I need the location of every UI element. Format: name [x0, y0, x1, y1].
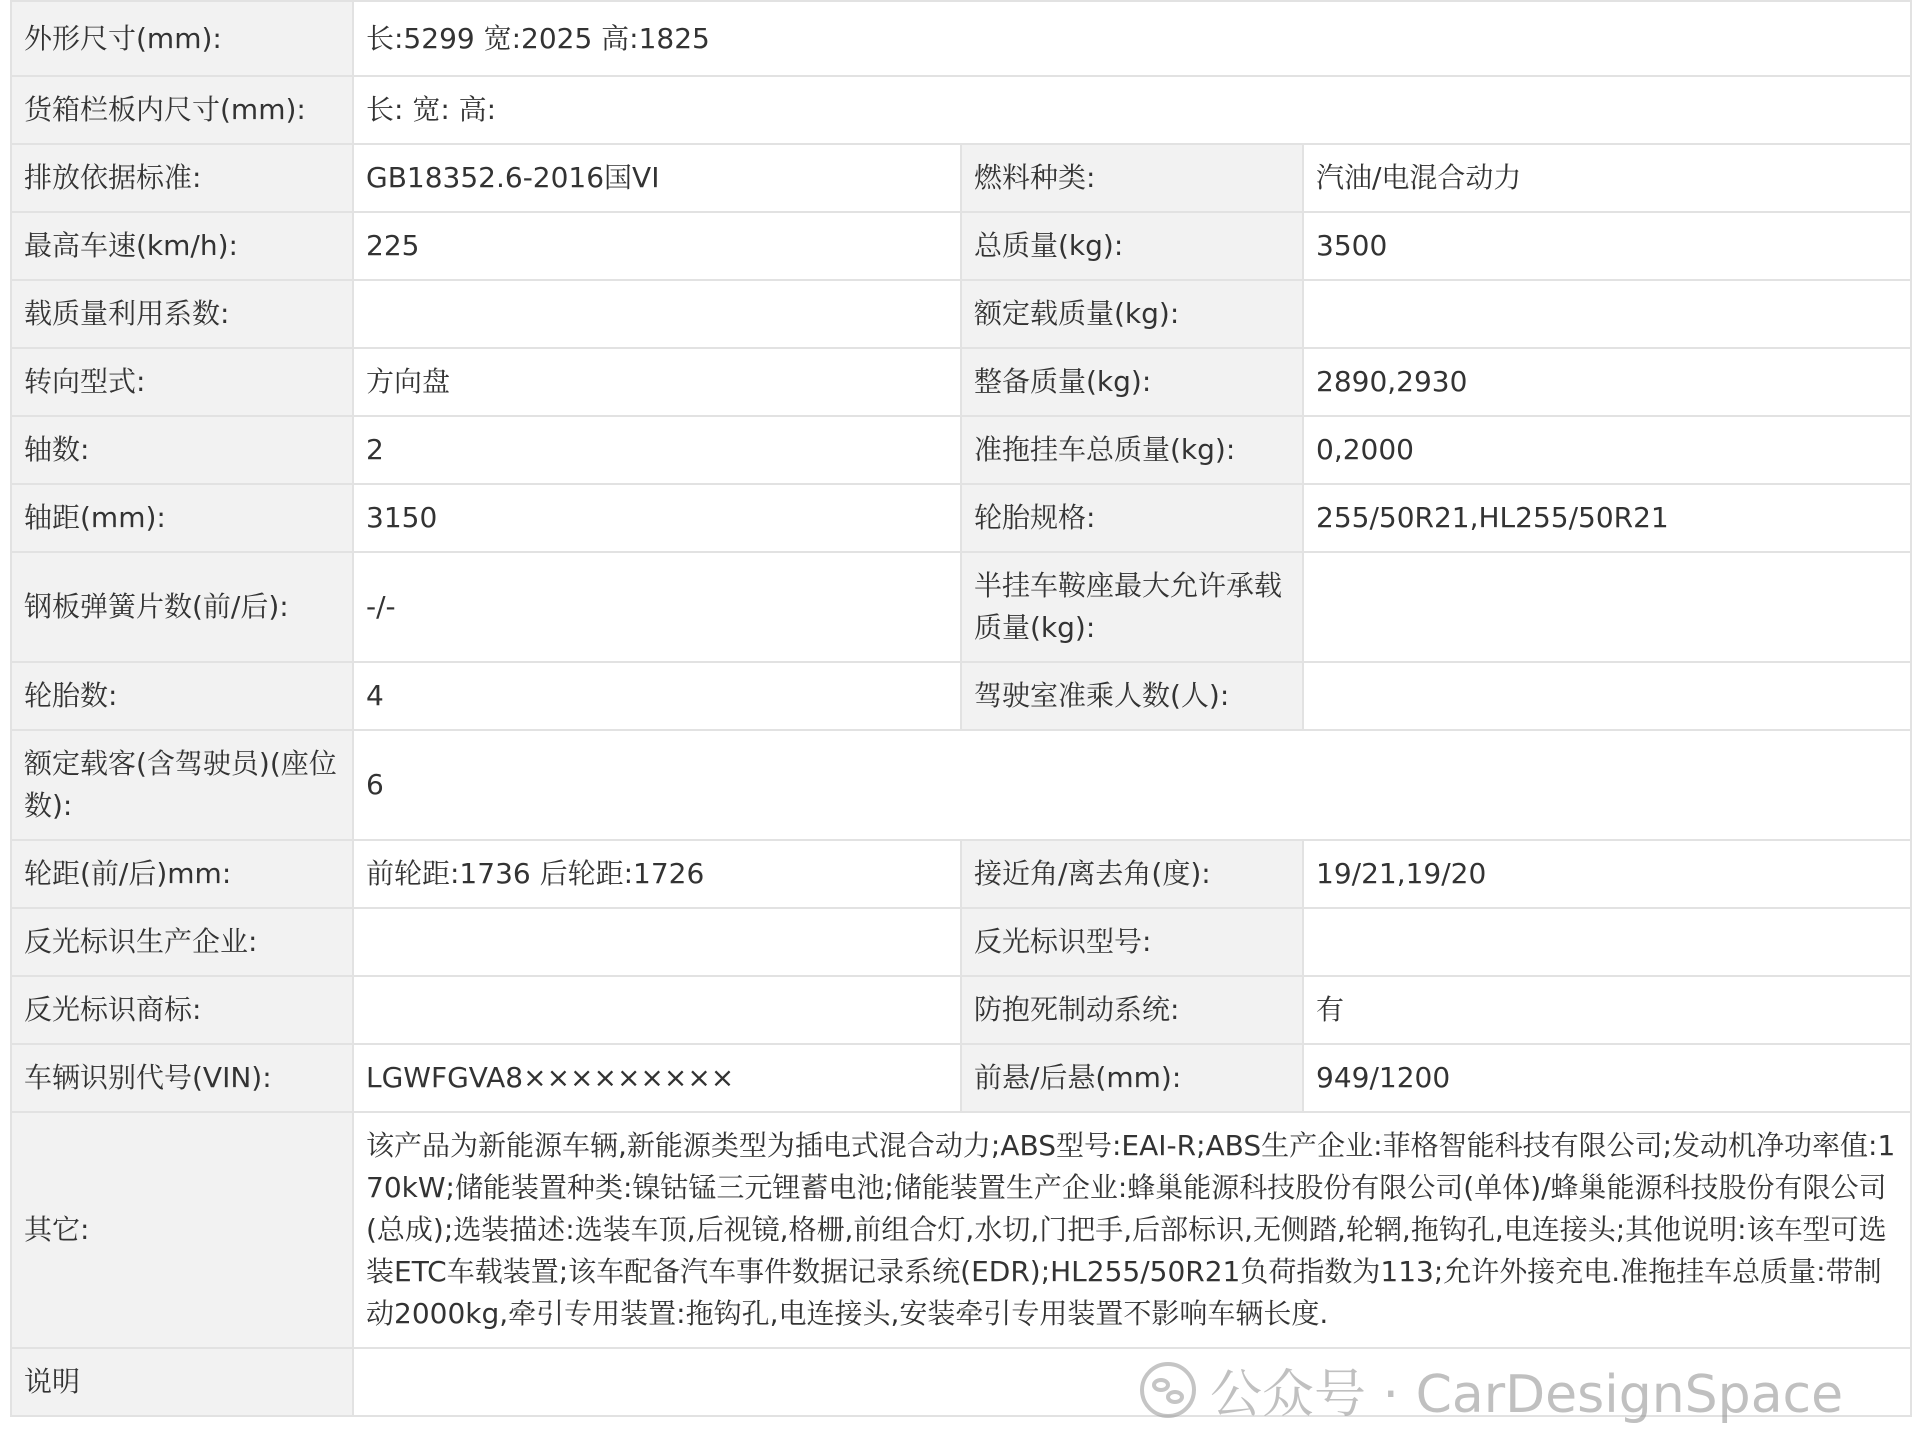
spec-value: [353, 280, 961, 348]
spec-row: [11, 348, 1911, 416]
spec-label: 半挂车鞍座最大允许承载质量(kg):: [961, 552, 1303, 662]
spec-value: LGWFGVA8×××××××××: [353, 1044, 961, 1112]
spec-value: [353, 976, 961, 1044]
spec-row: [11, 730, 1911, 840]
spec-label: 转向型式:: [11, 348, 353, 416]
spec-value: 长:5299 宽:2025 高:1825: [353, 1, 1911, 76]
spec-label: 准拖挂车总质量(kg):: [961, 416, 1303, 484]
spec-row: [11, 416, 1911, 484]
spec-label: 燃料种类:: [961, 144, 1303, 212]
spec-label: 接近角/离去角(度):: [961, 840, 1303, 908]
watermark-text: 公众号 · CarDesignSpace: [1210, 1365, 1844, 1425]
spec-value: GB18352.6-2016国VI: [353, 144, 961, 212]
spec-label: 轴距(mm):: [11, 484, 353, 552]
spec-row: [11, 212, 1911, 280]
spec-value: 前轮距:1736 后轮距:1726: [353, 840, 961, 908]
spec-label: 载质量利用系数:: [11, 280, 353, 348]
spec-value: [1303, 552, 1911, 662]
spec-value: 3150: [353, 484, 961, 552]
spec-value: 255/50R21,HL255/50R21: [1303, 484, 1911, 552]
spec-row: [11, 552, 1911, 662]
vehicle-spec-table: [10, 0, 1912, 1417]
spec-value: 6: [353, 730, 1911, 840]
spec-value: [353, 908, 961, 976]
spec-row: [11, 484, 1911, 552]
spec-value: 19/21,19/20: [1303, 840, 1911, 908]
spec-value: 949/1200: [1303, 1044, 1911, 1112]
spec-label: 额定载客(含驾驶员)(座位数):: [11, 730, 353, 840]
spec-value: 该产品为新能源车辆,新能源类型为插电式混合动力;ABS型号:EAI-R;ABS生产企业:菲格智能科技有限公司;发动机净功率值:170kW;储能装置种类:镍钴锰三元锂蓄电池;储能装置生产企业:蜂巢能源科技股份有限公司(单体)/蜂巢能源科技股份有限公司(总成);选装描述:选装车顶,后视镜,格栅,前组合灯,水切,门把手,后部标识,无侧踏,轮辋,拖钩孔,电连接头;其他说明:该车型可选装ETC车载装置;该车配备汽车事件数据记录系统(EDR);HL255/50R21负荷指数为113;允许外接充电.准拖挂车总质量:带制动2000kg,牵引专用装置:拖钩孔,电连接头,安装牵引专用装置不影响车辆长度.: [353, 1112, 1911, 1348]
spec-value: [1303, 908, 1911, 976]
spec-value: 225: [353, 212, 961, 280]
spec-label: 轮胎规格:: [961, 484, 1303, 552]
spec-value: 汽油/电混合动力: [1303, 144, 1911, 212]
spec-row: [11, 1348, 1911, 1416]
spec-label: 货箱栏板内尺寸(mm):: [11, 76, 353, 144]
spec-value: -/-: [353, 552, 961, 662]
spec-label: 钢板弹簧片数(前/后):: [11, 552, 353, 662]
spec-value: 2890,2930: [1303, 348, 1911, 416]
spec-label: 防抱死制动系统:: [961, 976, 1303, 1044]
spec-row: [11, 662, 1911, 730]
spec-row: [11, 144, 1911, 212]
spec-value: 0,2000: [1303, 416, 1911, 484]
spec-row: [11, 908, 1911, 976]
spec-row: [11, 840, 1911, 908]
spec-value: 有: [1303, 976, 1911, 1044]
spec-row: [11, 1112, 1911, 1348]
spec-label: 总质量(kg):: [961, 212, 1303, 280]
spec-label: 轮胎数:: [11, 662, 353, 730]
spec-label: 其它:: [11, 1112, 353, 1348]
spec-label: 外形尺寸(mm):: [11, 1, 353, 76]
spec-value: 长: 宽: 高:: [353, 76, 1911, 144]
spec-label: 轮距(前/后)mm:: [11, 840, 353, 908]
spec-label: 前悬/后悬(mm):: [961, 1044, 1303, 1112]
spec-label: 排放依据标准:: [11, 144, 353, 212]
spec-label: 说明: [11, 1348, 353, 1416]
spec-label: 轴数:: [11, 416, 353, 484]
spec-label: 最高车速(km/h):: [11, 212, 353, 280]
spec-value: 方向盘: [353, 348, 961, 416]
spec-value: 4: [353, 662, 961, 730]
spec-label: 整备质量(kg):: [961, 348, 1303, 416]
spec-row: [11, 1044, 1911, 1112]
spec-value: [1303, 280, 1911, 348]
spec-value: 3500: [1303, 212, 1911, 280]
spec-label: 驾驶室准乘人数(人):: [961, 662, 1303, 730]
spec-value: 2: [353, 416, 961, 484]
spec-value: [1303, 662, 1911, 730]
spec-label: 反光标识商标:: [11, 976, 353, 1044]
spec-label: 额定载质量(kg):: [961, 280, 1303, 348]
spec-row: [11, 76, 1911, 144]
spec-row: [11, 1, 1911, 76]
spec-table-body: [11, 1, 1911, 1416]
spec-label: 反光标识生产企业:: [11, 908, 353, 976]
spec-row: [11, 976, 1911, 1044]
spec-label: 反光标识型号:: [961, 908, 1303, 976]
spec-label: 车辆识别代号(VIN):: [11, 1044, 353, 1112]
spec-value: [353, 1348, 1911, 1416]
spec-row: [11, 280, 1911, 348]
